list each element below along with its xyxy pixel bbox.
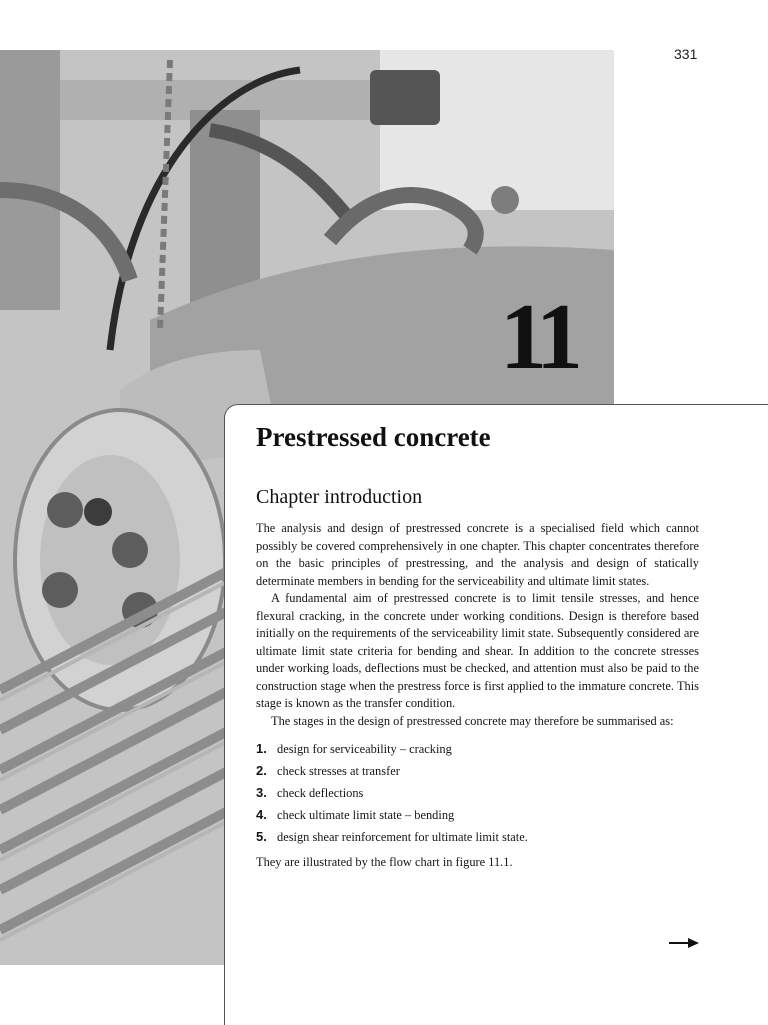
closing-sentence: They are illustrated by the flow chart in figure 11.1. <box>256 855 513 869</box>
chapter-title: Prestressed concrete <box>256 422 491 452</box>
list-item <box>256 760 699 782</box>
step-number: 1. <box>256 741 267 756</box>
design-steps-list <box>256 738 699 848</box>
chapter-body <box>256 520 699 872</box>
list-item <box>256 804 699 826</box>
paragraph: The stages in the design of prestressed concrete may therefore be summarised as: <box>271 713 674 728</box>
arrow-right-icon[interactable] <box>668 935 700 951</box>
step-number: 2. <box>256 763 267 778</box>
step-text: check deflections <box>277 786 364 800</box>
paragraph: A fundamental aim of prestressed concrete is to limit tensile stresses, and hence flexural cracking, in the concrete under working conditions. Design is therefore based initially on the requirements of the serviceability limit state. Subsequently considered are ultimate limit state criteria for bending and shear. In addition to the concrete stresses under working loads, deflections must be checked, and attention must also be paid to the construction stage when the prestress force is first applied to the immature concrete. This stage is known as the transfer condition. <box>256 591 699 710</box>
step-text: design shear reinforcement for ultimate limit state. <box>277 830 528 844</box>
page-number: 331 <box>674 46 698 62</box>
step-number: 5. <box>256 829 267 844</box>
paragraph: The analysis and design of prestressed concrete is a specialised field which cannot possibly be covered comprehensively in one chapter. This chapter concentrates therefore on the basic principles of prestressing, and the analysis and design of statically determinate members in bending for the serviceability and ultimate limit states. <box>256 521 699 588</box>
list-item <box>256 738 699 760</box>
step-text: check stresses at transfer <box>277 764 400 778</box>
step-number: 3. <box>256 785 267 800</box>
step-text: design for serviceability – cracking <box>277 742 452 756</box>
step-text: check ultimate limit state – bending <box>277 808 455 822</box>
step-number: 4. <box>256 807 267 822</box>
list-item <box>256 826 699 848</box>
section-heading: Chapter introduction <box>256 486 423 508</box>
list-item <box>256 782 699 804</box>
chapter-number: 11 <box>500 285 577 389</box>
